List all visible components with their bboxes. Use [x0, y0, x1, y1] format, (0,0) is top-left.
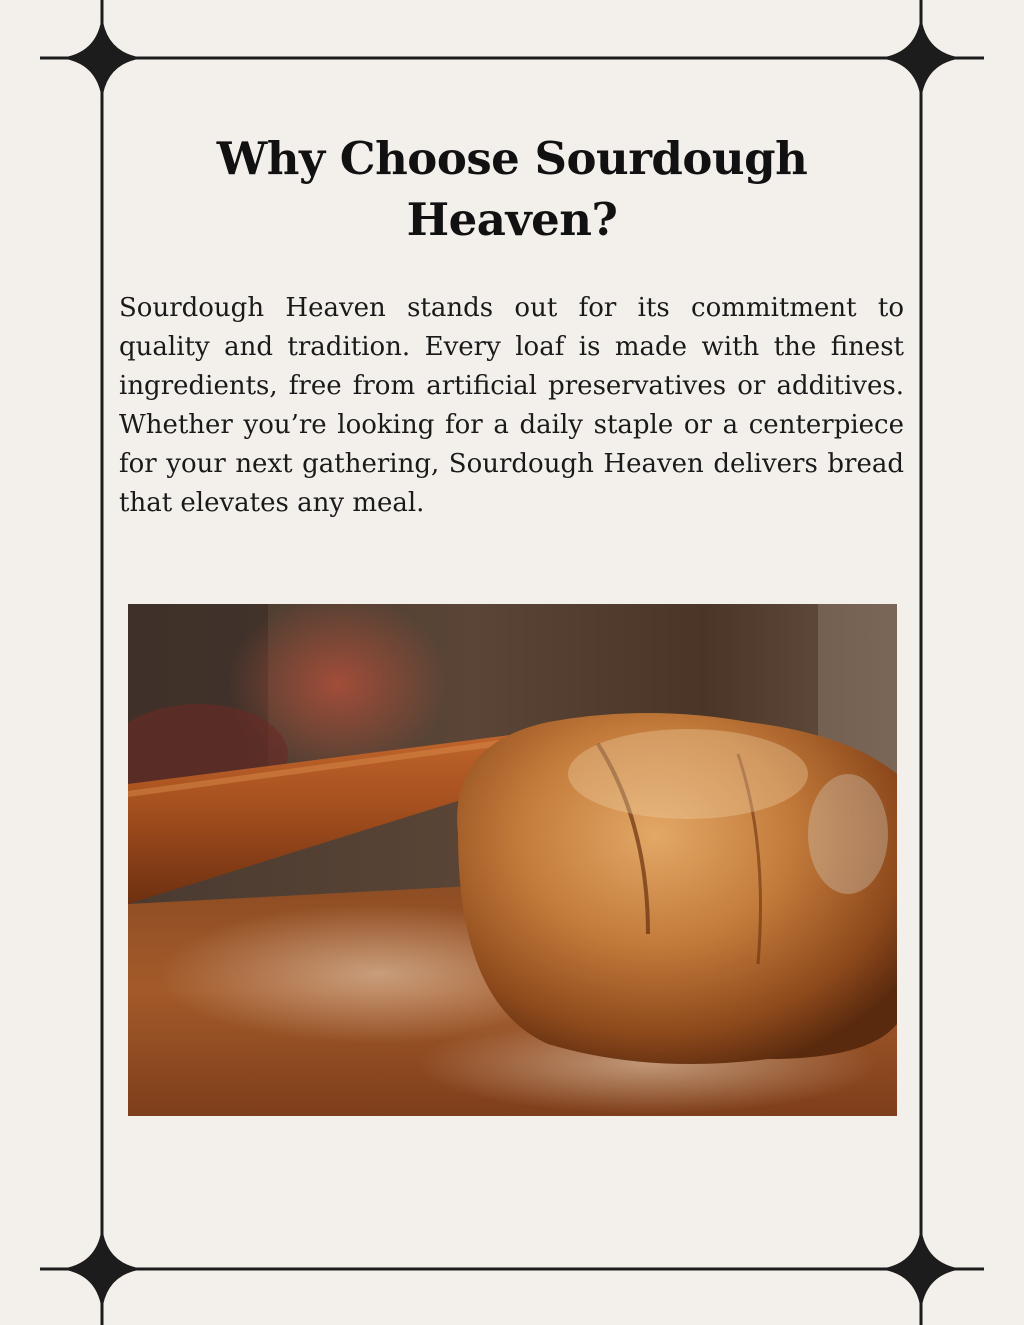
body-paragraph: Sourdough Heaven stands out for its commitment to quality and tradition. Every loaf is made with the finest ingredients, free from artificial preservatives or additives. Whether you’re looking for a daily staple or a centerpiece for your next gathering, Sourdough Heaven delivers bread that elevates any meal.	[119, 293, 904, 518]
bread-photo	[128, 604, 897, 1116]
corner-star-icon-top-left	[59, 15, 145, 101]
page-title: Why Choose Sourdough Heaven?	[216, 132, 808, 246]
corner-star-icon-bottom-left	[59, 1226, 145, 1312]
corner-star-icon-bottom-right	[878, 1226, 964, 1312]
corner-star-icon-top-right	[878, 15, 964, 101]
